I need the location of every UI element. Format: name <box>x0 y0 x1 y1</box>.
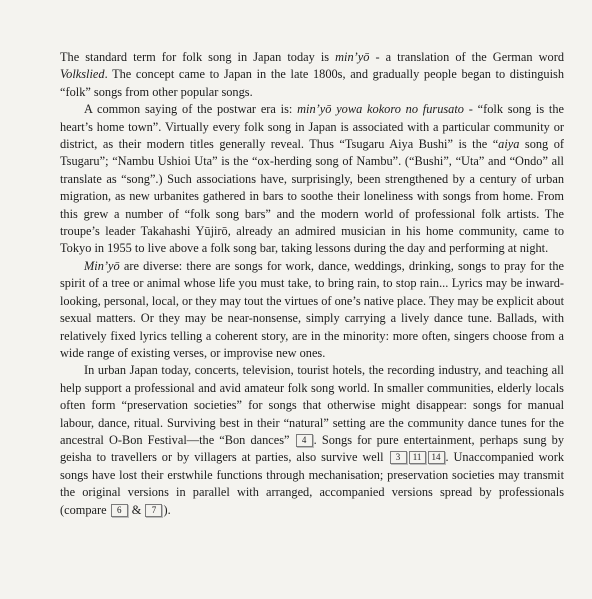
text: A common saying of the postwar era is: <box>84 102 298 117</box>
text: & <box>128 502 145 517</box>
track-ref-3[interactable]: 3 <box>390 451 407 464</box>
paragraph-postwar-saying <box>60 101 564 258</box>
paragraph-minyo-diversity <box>60 258 564 362</box>
track-ref-7[interactable]: 7 <box>145 504 162 517</box>
text: are diverse: there are songs for work, dance, weddings, drinking, songs to pray for the spirit of a tree or animal whose life you must take, to bring rain, to stop rain... Lyrics may be inward-looking, personal, local, or they may tout the virtues of one’s native place. They may be explicit about sexual matters. Or they may be near-nonsense, simply carrying a lively dance tune. Ballads, with relatively fixed lyrics telling a coherent story, are in the minority: more often, singers choose from a wide range of existing verses, or improvise new ones. <box>60 258 565 360</box>
text: ). <box>163 502 171 517</box>
text: The standard term for folk song in Japan today is <box>60 50 336 64</box>
text: song of Tsugaru”; “Nambu Ushioi Uta” is the “ox-herding song of Nambu”. (“Bushi”, “Uta” and “Ondo” all translate as “song”.) Such associations have, surprisingly, been strengthened by a century of urban migration, as new urbanites gathered in bars to soothe their loneliness with songs from home. From this grew a number of “folk song bars” and the modern world of professional folk artists. The troupe’s leader Takahashi Yūjirō, already an admired musician in his home community, came to Tokyo in 1955 to live above a folk song bar, taking lessons during the day and performing at night. <box>60 137 564 256</box>
saying-minyo-yowa: min’yō yowa kokoro no furusato <box>297 102 464 117</box>
track-ref-4[interactable]: 4 <box>296 434 313 447</box>
text: . Unaccompanied work songs have lost their erstwhile functions through mechanisation; preservation societies may transmit the original versions in parallel with arranged, accompanied versions spread by professionals (compare <box>60 450 564 517</box>
term-volkslied: Volkslied <box>60 67 105 82</box>
term-aiya: aiya <box>498 137 520 152</box>
term-minyo: min’yō <box>335 50 370 64</box>
track-ref-6[interactable]: 6 <box>111 504 128 517</box>
paragraph-urban-japan <box>60 362 564 519</box>
text: In urban Japan today, concerts, television, tourist hotels, the recording industry, and teaching all help support a professional and avid amateur folk song world. In smaller communities, elderly locals often form “preservation societies” for songs that otherwise might disappear: songs for manual labour, dance, ritual. Surviving best in their “natural” setting are the community dance tunes for the ancestral O-Bon Festival—the “Bon dances” <box>60 363 564 447</box>
paragraph-minyo-definition <box>60 49 564 101</box>
text: - “folk song is the heart’s home town”. Virtually every folk song in Japan is associated with a particular community or district, as their modern titles generally reveal. Thus “Tsugaru Aiya Bushi” is the “ <box>60 102 564 152</box>
track-ref-14[interactable]: 14 <box>428 451 445 464</box>
track-ref-11[interactable]: 11 <box>409 451 426 464</box>
text: . Songs for pure entertainment, perhaps sung by geisha to travellers or by villagers at parties, also survive well <box>60 432 564 465</box>
text: . The concept came to Japan in the late 1800s, and gradually people began to distinguish “folk” songs from other popular songs. <box>60 67 564 99</box>
text: - a translation of the German word <box>369 50 564 64</box>
term-minyo: Min’yō <box>84 258 120 273</box>
